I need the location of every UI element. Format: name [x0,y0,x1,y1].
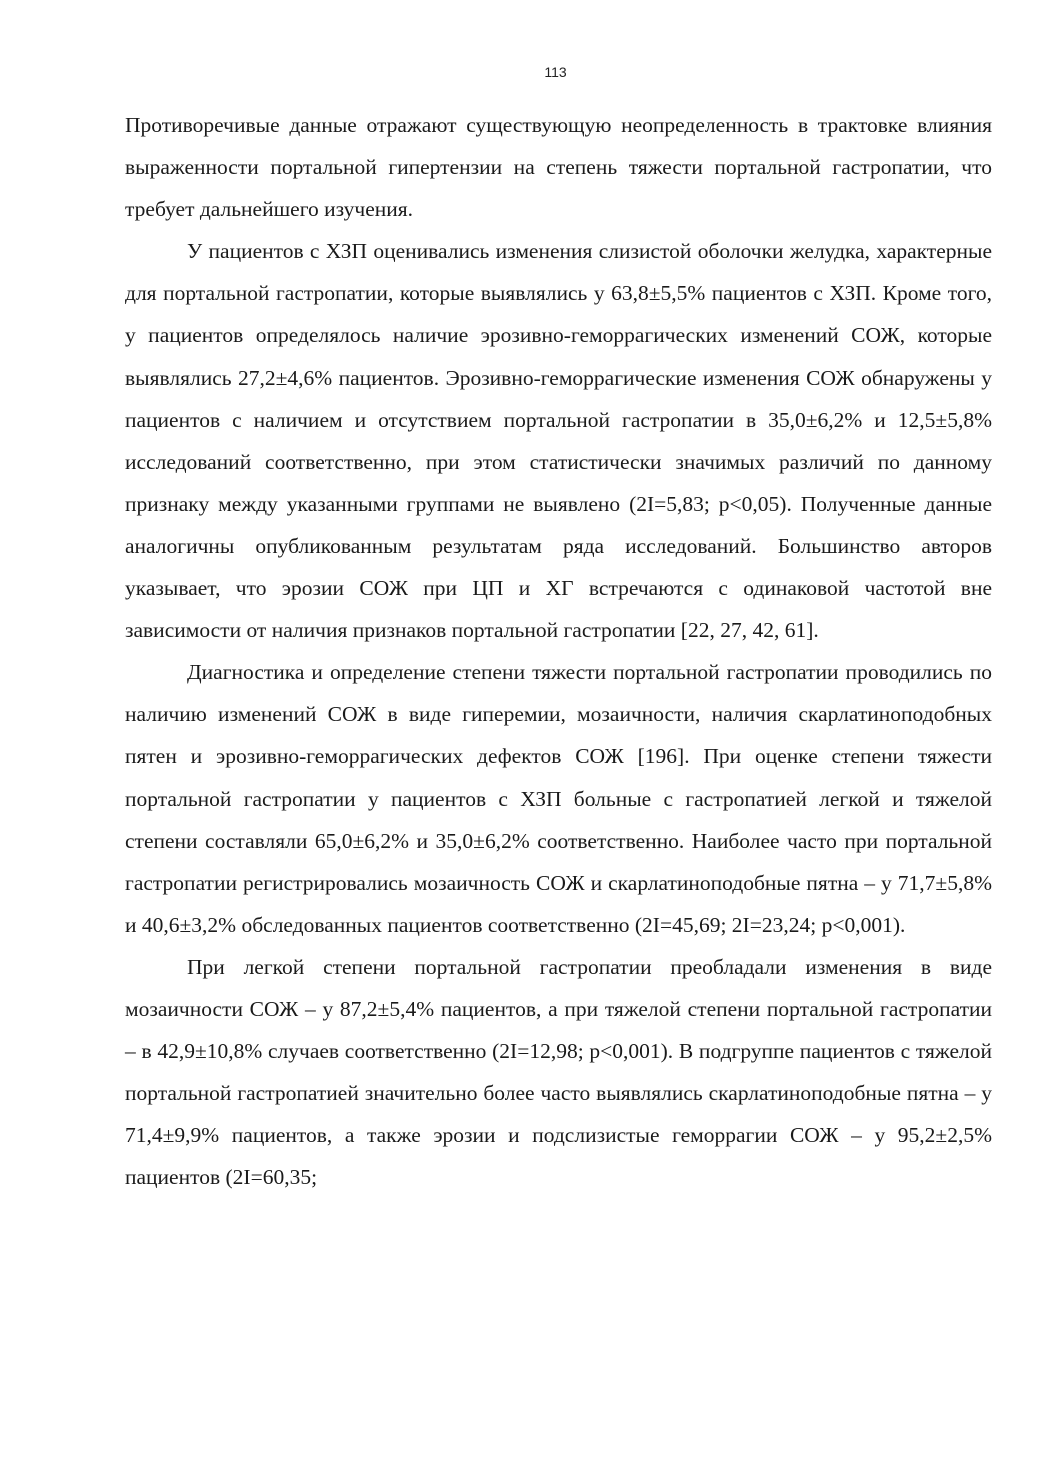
paragraph-4: При легкой степени портальной гастропатии преобладали изменения в виде мозаичности СОЖ – у 87,2±5,4% пациентов, а при тяжелой степени портальной гастропатии – в 42,9±10,8% случаев соответственно (2I=12,98; p<0,001). В подгруппе пациентов с тяжелой портальной гастропатией значительно более часто выявлялись скарлатиноподобные пятна – у 71,4±9,9% пациентов, а также эрозии и подслизистые геморрагии СОЖ – у 95,2±2,5% пациентов (2I=60,35; [125,954,992,1190]
paragraph-3: Диагностика и определение степени тяжести портальной гастропатии проводились по наличию изменений СОЖ в виде гиперемии, мозаичности, наличия скарлатиноподобных пятен и эрозивно-геморрагических дефектов СОЖ [196]. При оценке степени тяжести портальной гастропатии у пациентов с ХЗП больные с гастропатией легкой и тяжелой степени составляли 65,0±6,2% и 35,0±6,2% соответственно. Наиболее часто при портальной гастропатии регистрировались мозаичность СОЖ и скарлатиноподобные пятна – у 71,7±5,8% и 40,6±3,2% обследованных пациентов соответственно (2I=45,69; 2I=23,24; p<0,001). [125,660,992,937]
page-number: 113 [544,64,567,80]
paragraph-1: Противоречивые данные отражают существующую неопределенность в трактовке влияния выраженности портальной гипертензии на степень тяжести портальной гастропатии, что требует дальнейшего изучения. [125,113,992,222]
paragraph-2: У пациентов с ХЗП оценивались изменения слизистой оболочки желудка, характерные для портальной гастропатии, которые выявлялись у 63,8±5,5% пациентов с ХЗП. Кроме того, у пациентов определялось наличие эрозивно-геморрагических изменений СОЖ, которые выявлялись 27,2±4,6% пациентов. Эрозивно-геморрагические изменения СОЖ обнаружены у пациентов с наличием и отсутствием портальной гастропатии в 35,0±6,2% и 12,5±5,8% исследований соответственно, при этом статистически значимых различий по данному признаку между указанными группами не выявлено (2I=5,83; p<0,05). Полученные данные аналогичны опубликованным результатам ряда исследований. Большинство авторов указывает, что эрозии СОЖ при ЦП и ХГ встречаются с одинаковой частотой вне зависимости от наличия признаков портальной гастропатии [22, 27, 42, 61]. [125,239,992,643]
document-body [125,104,992,1198]
